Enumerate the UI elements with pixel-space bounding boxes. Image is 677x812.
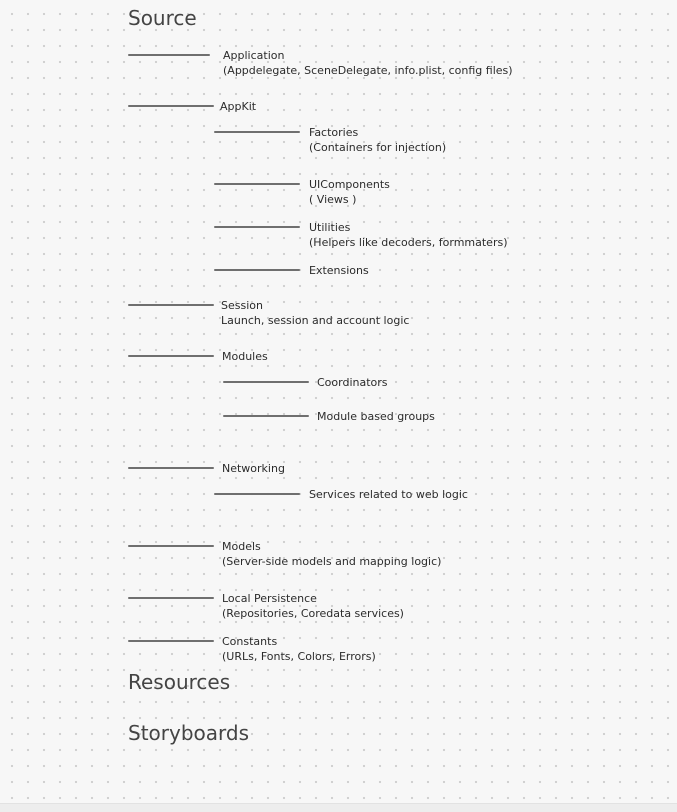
node-label: Coordinators: [317, 376, 388, 389]
node-label: Session: [221, 299, 263, 312]
connector-line: [214, 183, 300, 185]
node-description: (URLs, Fonts, Colors, Errors): [222, 650, 376, 663]
node-label: Extensions: [309, 264, 369, 277]
connector-line: [128, 545, 214, 547]
connector-line: [128, 54, 210, 56]
node-label: AppKit: [220, 100, 257, 113]
node-description: ( Views ): [309, 193, 357, 206]
node-label: Module based groups: [317, 410, 435, 423]
node-label: Networking: [222, 462, 285, 475]
connector-line: [214, 493, 300, 495]
connector-line: [223, 381, 309, 383]
node-label: Factories: [309, 126, 359, 139]
connector-line: [214, 226, 300, 228]
node-description: Launch, session and account logic: [221, 314, 410, 327]
connector-line: [128, 304, 214, 306]
connector-line: [223, 415, 309, 417]
node-description: (Repositories, Coredata services): [222, 607, 404, 620]
heading-resources: Resources: [128, 670, 231, 694]
node-description: (Containers for injection): [309, 141, 447, 154]
connector-line: [128, 467, 214, 469]
canvas-bottom-edge: [0, 803, 677, 812]
node-label: Constants: [222, 635, 278, 648]
connector-line: [128, 597, 214, 599]
node-label: Application: [223, 49, 285, 62]
heading-source: Source: [128, 6, 197, 30]
node-description: (Helpers like decoders, formmaters): [309, 236, 508, 249]
connector-line: [128, 355, 214, 357]
connector-line: [128, 105, 214, 107]
node-description: (Appdelegate, SceneDelegate, info.plist, config files): [223, 64, 513, 77]
connector-line: [214, 269, 300, 271]
connector-line: [128, 640, 214, 642]
node-label: Modules: [222, 350, 268, 363]
node-description: (Server-side models and mapping logic): [222, 555, 442, 568]
node-label: Services related to web logic: [309, 488, 468, 501]
node-label: Local Persistence: [222, 592, 317, 605]
node-label: UIComponents: [309, 178, 390, 191]
connector-line: [214, 131, 300, 133]
node-label: Models: [222, 540, 261, 553]
node-label: Utilities: [309, 221, 351, 234]
heading-storyboards: Storyboards: [128, 721, 250, 745]
